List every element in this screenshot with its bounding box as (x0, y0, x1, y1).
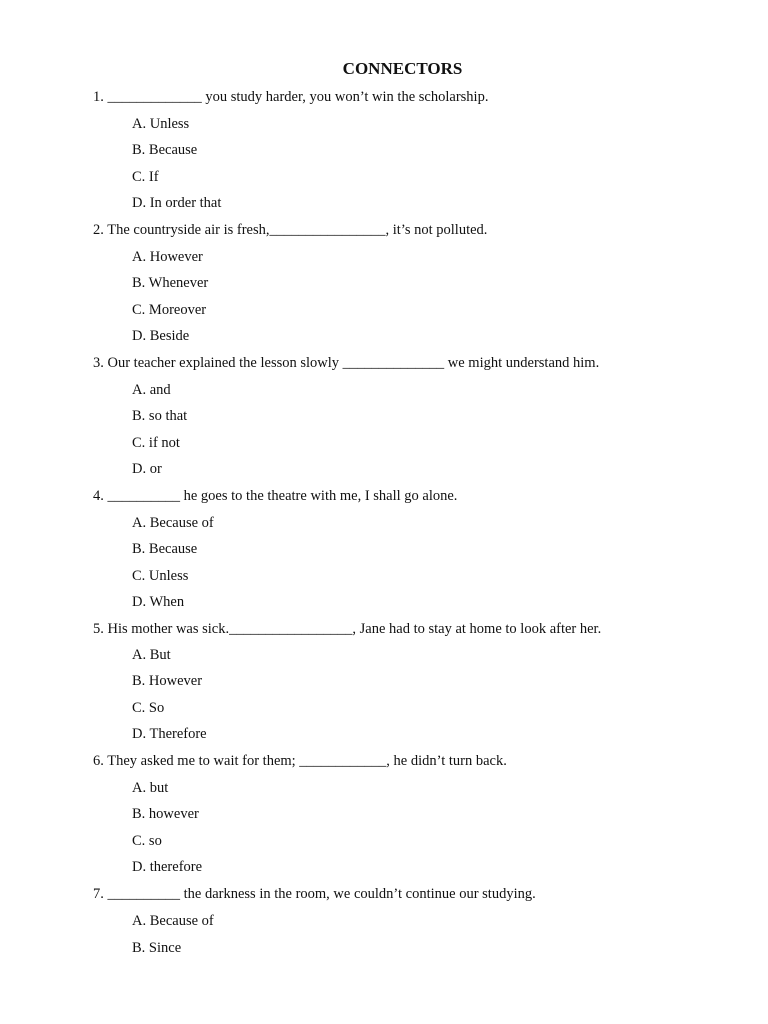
question-5-option-b: B. However (132, 673, 203, 689)
question-7-option-a: A. Because of (132, 913, 214, 929)
question-5-option-d: D. Therefore (132, 726, 207, 742)
question-1-option-c: C. If (132, 169, 159, 185)
question-6-option-a: A. but (132, 780, 169, 796)
question-2-option-a: A. However (132, 249, 203, 265)
question-5-stem: 5. His mother was sick._________________, Jane had to stay at home to look after her. (93, 621, 602, 637)
question-4-option-d: D. When (132, 594, 185, 610)
question-1-option-a: A. Unless (132, 116, 190, 132)
question-5-option-a: A. But (132, 647, 171, 663)
question-3-option-b: B. so that (132, 408, 188, 424)
question-4-option-c: C. Unless (132, 568, 189, 584)
question-2-option-b: B. Whenever (132, 275, 209, 291)
question-3-option-d: D. or (132, 461, 162, 477)
question-2-option-c: C. Moreover (132, 302, 207, 318)
question-5-option-c: C. So (132, 700, 165, 716)
question-1-option-b: B. Because (132, 142, 198, 158)
question-1-option-d: D. In order that (132, 195, 222, 211)
question-7-option-b: B. Since (132, 940, 182, 956)
question-2-option-d: D. Beside (132, 328, 190, 344)
question-6-option-b: B. however (132, 806, 199, 822)
question-3-stem: 3. Our teacher explained the lesson slowly ______________ we might understand him. (93, 355, 600, 371)
question-4-stem: 4. __________ he goes to the theatre with me, I shall go alone. (93, 488, 458, 504)
question-3-option-a: A. and (132, 382, 171, 398)
question-1-stem: 1. _____________ you study harder, you won’t win the scholarship. (93, 89, 489, 105)
question-4-option-a: A. Because of (132, 515, 214, 531)
question-2-stem: 2. The countryside air is fresh,________________, it’s not polluted. (93, 222, 488, 238)
question-7-stem: 7. __________ the darkness in the room, we couldn’t continue our studying. (93, 886, 536, 902)
question-3-option-c: C. if not (132, 435, 180, 451)
page-title: CONNECTORS (342, 59, 463, 78)
question-6-stem: 6. They asked me to wait for them; ____________, he didn’t turn back. (93, 753, 507, 769)
question-4-option-b: B. Because (132, 541, 198, 557)
question-6-option-d: D. therefore (132, 859, 203, 875)
question-6-option-c: C. so (132, 833, 162, 849)
